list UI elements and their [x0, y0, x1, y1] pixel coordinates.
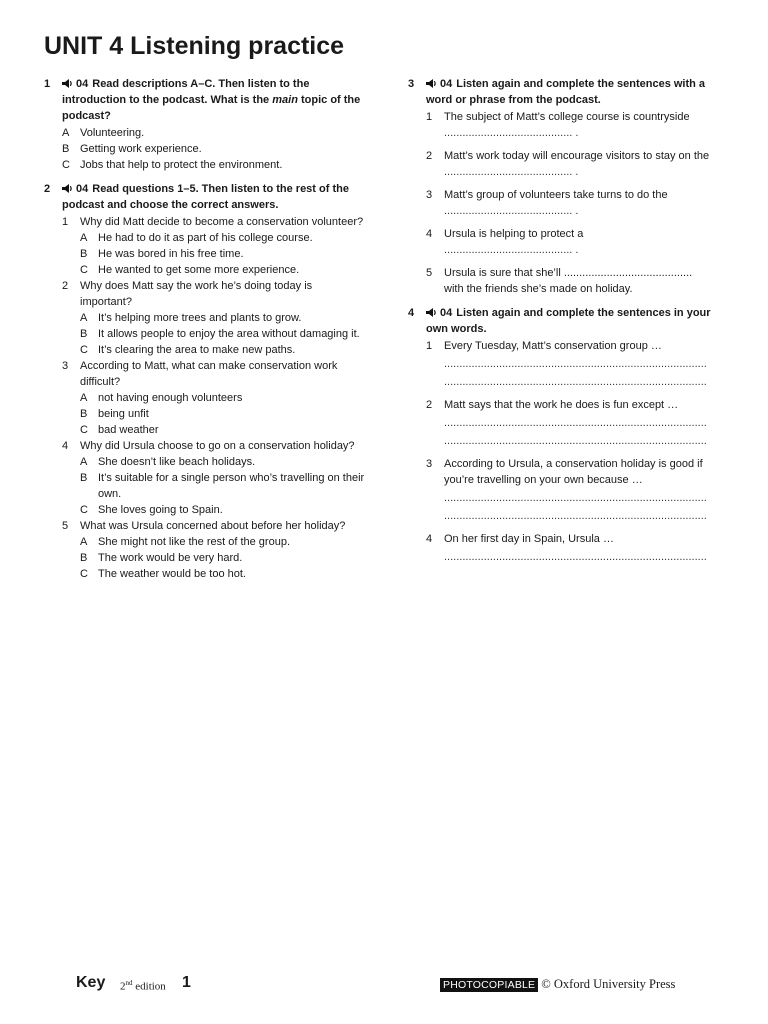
- exercise-instructions: [426, 305, 733, 337]
- option-letter: C: [80, 424, 88, 436]
- item-number: 3: [426, 189, 433, 201]
- option-item: [80, 470, 366, 502]
- option-letter: B: [62, 143, 70, 155]
- right-column: [408, 76, 733, 573]
- audio-speaker-icon: [426, 308, 438, 317]
- sentence-item: [426, 338, 733, 390]
- sentence-text: According to Ursula, a conservation holiday is good if you’re travelling on your own because …: [444, 458, 703, 486]
- sentence-text: Ursula is helping to protect a: [444, 228, 584, 240]
- option-text: being unfit: [98, 408, 149, 420]
- option-text: She doesn’t like beach holidays.: [98, 456, 256, 468]
- exercise-1: [44, 76, 366, 173]
- page-title: UNIT 4 Listening practice: [44, 32, 345, 60]
- item-number: 4: [426, 228, 433, 240]
- sentence-item: [426, 397, 733, 449]
- option-letter: A: [80, 392, 88, 404]
- option-list: [80, 390, 366, 438]
- item-number: 5: [426, 267, 433, 279]
- exercise-2: [44, 181, 366, 582]
- option-text: bad weather: [98, 424, 159, 436]
- answer-blank[interactable]: .......................................... .: [444, 205, 579, 217]
- edition-label: [120, 979, 166, 993]
- option-text: Getting work experience.: [80, 143, 202, 155]
- track-number: 04: [440, 78, 453, 90]
- sentence-item: [426, 265, 733, 297]
- option-letter: B: [80, 472, 88, 484]
- option-item: [80, 246, 366, 262]
- item-number: 2: [426, 150, 433, 162]
- sentence-text: Every Tuesday, Matt’s conservation group …: [444, 340, 662, 352]
- option-item: [62, 157, 366, 173]
- exercise-4: [408, 305, 733, 565]
- option-letter: C: [80, 264, 88, 276]
- item-number: 2: [426, 399, 433, 411]
- sentence-item: [426, 226, 733, 258]
- exercise-3: [408, 76, 733, 297]
- option-list: [62, 125, 366, 173]
- answer-blank[interactable]: .......................................... .: [444, 127, 579, 139]
- edition-word: edition: [135, 980, 166, 993]
- question: [62, 438, 366, 518]
- option-item: [62, 141, 366, 157]
- question: [62, 278, 366, 358]
- instruction-emphasis: main: [272, 94, 298, 106]
- audio-speaker-icon: [62, 79, 74, 88]
- question: [62, 518, 366, 582]
- edition-suffix: nd: [125, 979, 133, 987]
- answer-blank[interactable]: .......................................... .: [444, 166, 579, 178]
- answer-line[interactable]: ......................................................................................: [444, 551, 707, 563]
- option-item: [80, 262, 366, 278]
- audio-speaker-icon: [426, 79, 438, 88]
- left-column: [44, 76, 366, 590]
- option-item: [80, 326, 366, 342]
- instruction-text: Read questions 1–5. Then listen to the rest of the podcast and choose the correct answers.: [62, 183, 349, 211]
- question: [62, 214, 366, 278]
- option-item: [80, 406, 366, 422]
- exercise-number: 1: [44, 78, 51, 90]
- option-item: [80, 342, 366, 358]
- instruction-text: Read descriptions A–C. Then listen to the introduction to the podcast. What is the: [62, 78, 310, 106]
- option-letter: C: [80, 568, 88, 580]
- option-text: It’s suitable for a single person who’s travelling on their own.: [98, 472, 365, 500]
- question-number: 1: [62, 216, 69, 228]
- page-number: 1: [182, 974, 191, 991]
- exercise-instructions: [62, 76, 366, 124]
- sentence-item: [426, 456, 733, 524]
- option-text: He was bored in his free time.: [98, 248, 244, 260]
- exercise-number: 4: [408, 307, 415, 319]
- option-list: [80, 230, 366, 278]
- page-footer: [76, 974, 676, 996]
- sentence-text: On her first day in Spain, Ursula …: [444, 533, 614, 545]
- option-letter: B: [80, 328, 88, 340]
- sentence-item: [426, 148, 733, 180]
- option-item: [80, 230, 366, 246]
- item-number: 3: [426, 458, 433, 470]
- option-letter: A: [80, 312, 88, 324]
- question: [62, 358, 366, 438]
- option-letter: B: [80, 408, 88, 420]
- option-item: [80, 566, 366, 582]
- instruction-text: Listen again and complete the sentences with a word or phrase from the podcast.: [426, 78, 706, 106]
- question-text: Why did Ursula choose to go on a conservation holiday?: [80, 440, 355, 452]
- audio-speaker-icon: [62, 184, 74, 193]
- option-list: [80, 534, 366, 582]
- option-text: He wanted to get some more experience.: [98, 264, 300, 276]
- sentence-text: The subject of Matt’s college course is countryside: [444, 111, 690, 123]
- sentence-item: [426, 109, 733, 141]
- sentence-item: [426, 531, 733, 565]
- option-text: The work would be very hard.: [98, 552, 243, 564]
- option-text: not having enough volunteers: [98, 392, 243, 404]
- exercise-number: 2: [44, 183, 51, 195]
- copyright-text: © Oxford University Press: [541, 977, 676, 991]
- option-text: The weather would be too hot.: [98, 568, 246, 580]
- photocopiable-badge: PHOTOCOPIABLE: [440, 978, 538, 992]
- option-text: She might not like the rest of the group.: [98, 536, 291, 548]
- option-text: Volunteering.: [80, 127, 145, 139]
- option-text: He had to do it as part of his college course.: [98, 232, 313, 244]
- option-item: [80, 390, 366, 406]
- track-number: 04: [76, 78, 89, 90]
- option-item: [80, 550, 366, 566]
- option-text: It allows people to enjoy the area without damaging it.: [98, 328, 360, 340]
- answer-line[interactable]: ......................................................................................: [444, 417, 707, 429]
- option-text: It’s clearing the area to make new paths.: [98, 344, 296, 356]
- option-letter: A: [80, 232, 88, 244]
- copyright-notice: [440, 977, 675, 992]
- option-letter: C: [62, 159, 70, 171]
- option-letter: C: [80, 344, 88, 356]
- option-letter: B: [80, 248, 88, 260]
- item-number: 1: [426, 111, 433, 123]
- answer-line[interactable]: ......................................................................................: [444, 358, 707, 370]
- question-text: Why did Matt decide to become a conservation volunteer?: [80, 216, 364, 228]
- option-letter: A: [80, 456, 88, 468]
- sentence-text: Matt’s work today will encourage visitors to stay on the: [444, 150, 710, 162]
- instruction-text: Listen again and complete the sentences in your own words.: [426, 307, 711, 335]
- option-text: She loves going to Spain.: [98, 504, 223, 516]
- option-letter: A: [80, 536, 88, 548]
- answer-line[interactable]: ......................................................................................: [444, 376, 707, 388]
- option-item: [62, 125, 366, 141]
- edition-number: 2: [120, 980, 126, 993]
- item-number: 1: [426, 340, 433, 352]
- option-letter: B: [80, 552, 88, 564]
- option-letter: C: [80, 504, 88, 516]
- question-text: What was Ursula concerned about before her holiday?: [80, 520, 346, 532]
- option-list: [80, 454, 366, 518]
- track-number: 04: [76, 183, 89, 195]
- track-number: 04: [440, 307, 453, 319]
- sentence-text: Matt’s group of volunteers take turns to do the: [444, 189, 668, 201]
- answer-line[interactable]: ......................................................................................: [444, 435, 707, 447]
- option-item: [80, 310, 366, 326]
- item-number: 4: [426, 533, 433, 545]
- answer-blank[interactable]: .......................................... .: [444, 244, 579, 256]
- exercise-number: 3: [408, 78, 415, 90]
- answer-line[interactable]: ......................................................................................: [444, 492, 707, 504]
- question-text: According to Matt, what can make conservation work difficult?: [80, 360, 338, 388]
- sentence-text: Ursula is sure that she’ll ..........................................: [444, 267, 693, 279]
- option-item: [80, 422, 366, 438]
- sentence-continuation: with the friends she’s made on holiday.: [444, 283, 633, 295]
- sentence-text: Matt says that the work he does is fun except …: [444, 399, 679, 411]
- sentence-item: [426, 187, 733, 219]
- exercise-instructions: [426, 76, 733, 108]
- question-number: 4: [62, 440, 69, 452]
- option-item: [80, 534, 366, 550]
- option-list: [80, 310, 366, 358]
- key-label: Key: [76, 974, 106, 991]
- option-letter: A: [62, 127, 70, 139]
- question-number: 5: [62, 520, 69, 532]
- option-item: [80, 502, 366, 518]
- question-number: 2: [62, 280, 69, 292]
- option-text: Jobs that help to protect the environment.: [80, 159, 283, 171]
- question-number: 3: [62, 360, 69, 372]
- option-item: [80, 454, 366, 470]
- instruction-text-end: topic of the podcast?: [62, 94, 361, 122]
- question-text: Why does Matt say the work he’s doing today is important?: [80, 280, 313, 308]
- option-text: It’s helping more trees and plants to grow.: [98, 312, 302, 324]
- answer-line[interactable]: ......................................................................................: [444, 510, 707, 522]
- exercise-instructions: [62, 181, 366, 213]
